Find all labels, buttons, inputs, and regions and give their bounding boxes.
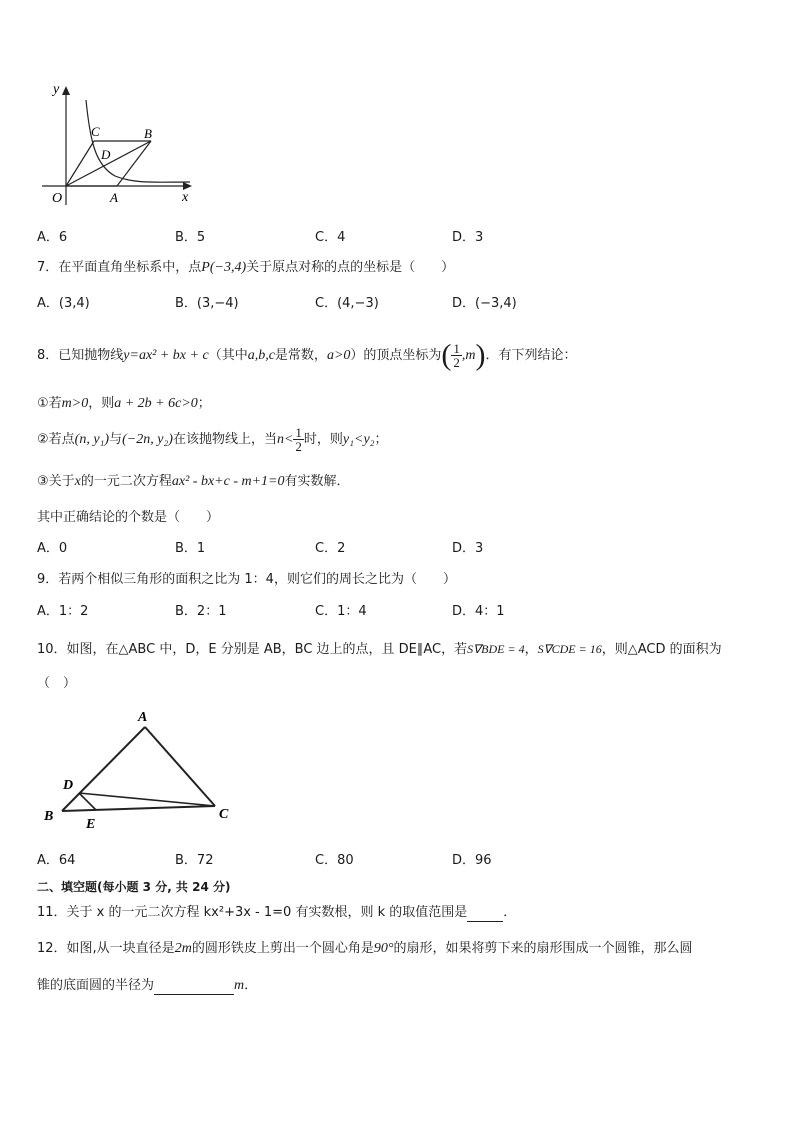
q12-text-b: 的圆形铁皮上剪出一个圆心角是 [191, 941, 374, 956]
q8-c3-x: x [74, 474, 81, 489]
q8-c2-end: ； [374, 432, 388, 447]
q8-c2-text-c: 在该抛物线上，当 [172, 432, 277, 447]
q8-vertex-den: 2 [453, 355, 460, 370]
q7-option-d[interactable]: D．(−3,4) [452, 296, 517, 311]
q12-text-c: 的扇形，如果将剪下来的扇形围成一个圆锥，那么圆 [393, 941, 693, 956]
q9-option-c[interactable]: C．1：4 [315, 604, 367, 619]
fig1-label-o: O [52, 191, 63, 206]
fig2-label-c: C [219, 807, 229, 822]
q10-option-b[interactable]: B．72 [175, 853, 214, 868]
q12-stem-2 [37, 977, 257, 995]
q8-c2-y: y₁<y₂ [342, 432, 375, 447]
q8-c2-frac [293, 426, 304, 453]
q8-c1-m: m>0 [61, 396, 89, 411]
q10-stem [37, 640, 722, 659]
q8-c1-text-b: ，则 [88, 396, 115, 411]
q10-option-d[interactable]: D．96 [452, 853, 492, 868]
q12-answer-blank[interactable] [154, 980, 234, 995]
q8-text-e: ．有下列结论： [485, 348, 577, 363]
fig2-label-d: D [63, 778, 74, 793]
q8-option-d[interactable]: D．3 [452, 541, 484, 556]
q6-option-c[interactable]: C．4 [315, 230, 346, 245]
hyperbola-figure [40, 80, 200, 210]
q12-text-e: ． [244, 978, 258, 993]
q8-text-c: 是常数， [274, 348, 327, 363]
q8-c2-num: 1 [295, 425, 302, 440]
fig1-label-d: D [101, 147, 111, 162]
q8-cond: a>0 [326, 348, 351, 363]
q6-option-b[interactable]: B．5 [175, 230, 206, 245]
q8-text-d: ）的顶点坐标为 [350, 348, 442, 363]
q7-text-b: 关于原点对称的点的坐标是（ ） [246, 260, 455, 275]
q8-vertex-frac [451, 342, 462, 369]
fig1-label-y: y [53, 82, 60, 97]
q8-stem [37, 337, 577, 375]
q8-ask: 其中正确结论的个数是（ ） [37, 510, 220, 525]
q8-formula: y=ax² + bx + c [123, 348, 209, 363]
q8-c1-end: ； [197, 396, 211, 411]
q12-text-d: 锥的底面圆的半径为 [37, 978, 155, 993]
q12-unit: m [234, 978, 245, 993]
q10-s1: S∇BDE = 4 [467, 642, 525, 656]
q9-stem: 9．若两个相似三角形的面积之比为 1：4，则它们的周长之比为（ ） [37, 572, 456, 587]
q10-option-a[interactable]: A．64 [37, 853, 76, 868]
q10-paren: （ ） [37, 676, 77, 691]
q12-angle: 90° [373, 941, 394, 956]
fig1-label-c: C [91, 124, 100, 139]
q7-text: 7．在平面直角坐标系中，点 [37, 260, 202, 275]
q12-diameter: 2m [174, 941, 192, 956]
q8-c1-text: ①若 [37, 396, 62, 411]
q12-text: 12．如图,从一块直径是 [37, 941, 175, 956]
q8-c1-expr: a + 2b + 6c>0 [114, 396, 198, 411]
fig2-label-a: A [138, 710, 148, 725]
q8-text: 8．已知抛物线 [37, 348, 124, 363]
section2-title: 二、填空题(每小题 3 分, 共 24 分) [37, 880, 231, 894]
q6-option-d[interactable]: D．3 [452, 230, 484, 245]
q11-text: 11．关于 x 的一元二次方程 kx²+3x - 1=0 有实数根，则 k 的取值范围是 [37, 905, 468, 920]
q8-paren-close: ) [475, 338, 486, 372]
q8-c2-p1: (n, y₁) [74, 432, 110, 447]
q8-option-a[interactable]: A．0 [37, 541, 68, 556]
q8-c2-text-d: 时，则 [303, 432, 343, 447]
q11-text-b: ． [503, 905, 517, 920]
q8-conclusion-3 [37, 473, 350, 491]
q8-c3-text: ③关于 [37, 474, 75, 489]
fig2-label-b: B [44, 809, 54, 824]
q8-c2-p2: (−2n, y₂) [122, 432, 173, 447]
q10-text-b: ，则△ACD 的面积为 [601, 642, 722, 657]
q9-option-a[interactable]: A．1：2 [37, 604, 89, 619]
q6-option-a[interactable]: A．6 [37, 230, 68, 245]
q8-vertex-m: ,m [461, 348, 476, 363]
q8-c3-text-b: 的一元二次方程 [80, 474, 172, 489]
fig1-label-b: B [144, 126, 152, 141]
q7-stem [37, 259, 454, 277]
fig1-label-a: A [110, 190, 118, 205]
q10-s2: S∇CDE = 16 [537, 642, 602, 656]
q8-c3-eq: ax² - bx+c - m+1=0 [171, 474, 285, 489]
q7-option-a[interactable]: A．(3,4) [37, 296, 90, 311]
q7-point: P(−3,4) [201, 260, 247, 275]
q8-c3-text-c: 有实数解． [284, 474, 350, 489]
q10-sep: ， [524, 642, 538, 657]
q8-c2-den: 2 [295, 439, 302, 454]
q10-option-c[interactable]: C．80 [315, 853, 354, 868]
q11-stem [37, 904, 516, 922]
fig2-label-e: E [86, 817, 96, 832]
q8-option-c[interactable]: C．2 [315, 541, 346, 556]
q8-abc: a,b,c [247, 348, 275, 363]
q8-c2-text: ②若点 [37, 432, 75, 447]
q8-vertex-num: 1 [453, 341, 460, 356]
q8-option-b[interactable]: B．1 [175, 541, 206, 556]
q10-text: 10．如图，在△ABC 中，D，E 分别是 AB，BC 边上的点，且 DE∥AC，若 [37, 642, 468, 657]
q8-conclusion-1 [37, 395, 211, 413]
q8-c2-n: n< [276, 432, 294, 447]
q12-stem [37, 940, 692, 958]
triangle-figure [38, 705, 238, 835]
q9-option-d[interactable]: D．4：1 [452, 604, 505, 619]
q7-option-c[interactable]: C．(4,−3) [315, 296, 379, 311]
q7-option-b[interactable]: B．(3,−4) [175, 296, 239, 311]
q8-c2-text-b: 与 [109, 432, 123, 447]
q8-conclusion-2 [37, 423, 388, 457]
q9-option-b[interactable]: B．2：1 [175, 604, 227, 619]
q8-text-b: （其中 [208, 348, 248, 363]
q8-paren-open: ( [441, 338, 452, 372]
fig1-label-x: x [182, 190, 189, 205]
q11-answer-blank[interactable] [467, 907, 503, 922]
